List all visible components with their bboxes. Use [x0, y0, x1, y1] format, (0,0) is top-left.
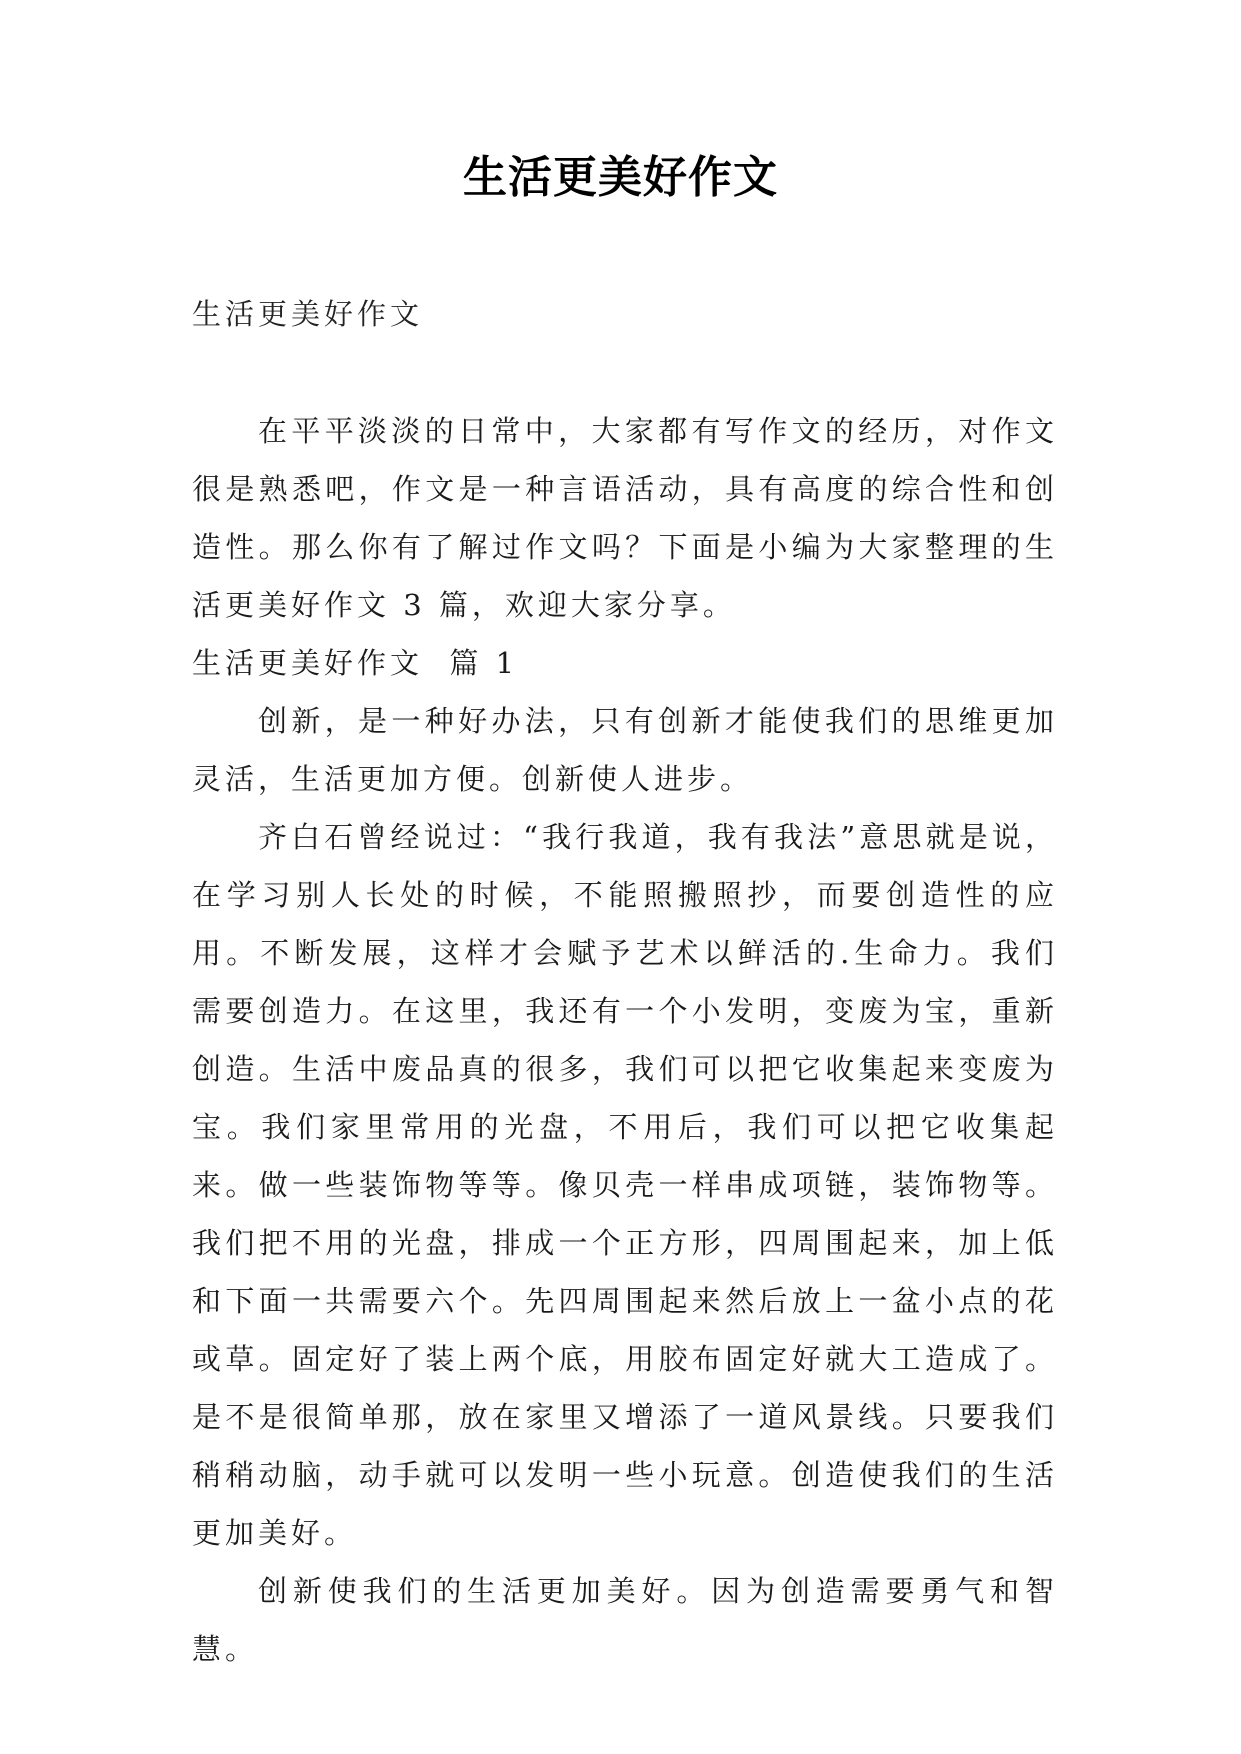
body-paragraph-3: 创新使我们的生活更加美好。因为创造需要勇气和智慧。: [192, 1574, 1058, 1666]
intro-paragraph: 在平平淡淡的日常中，大家都有写作文的经历，对作文很是熟悉吧，作文是一种言语活动，具有高度的综合性和创造性。那么你有了解过作文吗？下面是小编为大家整理的生活更美好作文 3 篇，欢迎大家分享。: [192, 414, 1058, 622]
document-body: [192, 402, 1058, 1678]
body-paragraph-2: 齐白石曾经说过：“我行我道，我有我法”意思就是说，在学习别人长处的时候，不能照搬照抄，而要创造性的应用。不断发展，这样才会赋予艺术以鲜活的.生命力。我们需要创造力。在这里，我还有一个小发明，变废为宝，重新创造。生活中废品真的很多，我们可以把它收集起来变废为宝。我们家里常用的光盘，不用后，我们可以把它收集起来。做一些装饰物等等。像贝壳一样串成项链，装饰物等。我们把不用的光盘，排成一个正方形，四周围起来，加上低和下面一共需要六个。先四周围起来然后放上一盆小点的花或草。固定好了装上两个底，用胶布固定好就大工造成了。是不是很简单那，放在家里又增添了一道风景线。只要我们稍稍动脑，动手就可以发明一些小玩意。创造使我们的生活更加美好。: [192, 820, 1058, 1550]
body-paragraph-1: 创新，是一种好办法，只有创新才能使我们的思维更加灵活，生活更加方便。创新使人进步。: [192, 704, 1058, 796]
document-title: 生活更美好作文: [463, 152, 778, 203]
document-subtitle: 生活更美好作文: [192, 297, 424, 331]
section-heading: 生活更美好作文 篇 1: [192, 646, 519, 680]
